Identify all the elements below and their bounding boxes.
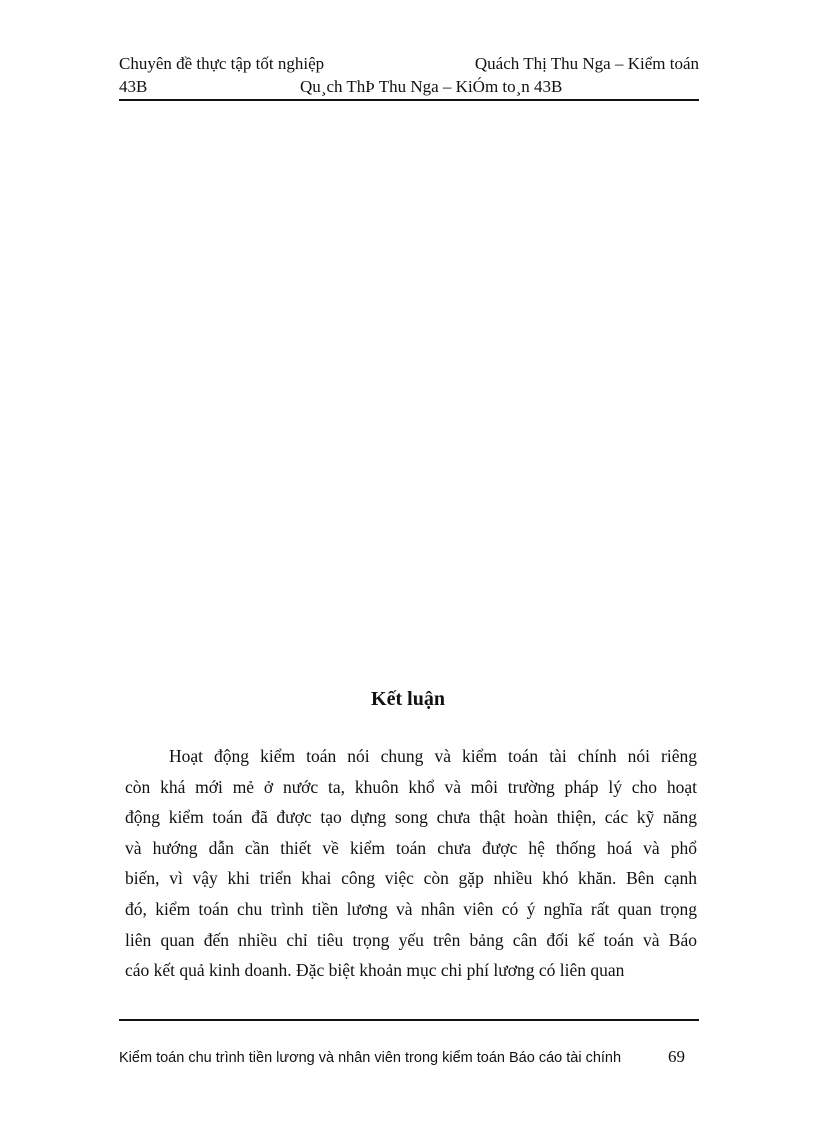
page-number: 69: [668, 1047, 685, 1066]
body-line: đó, kiểm toán chu trình tiền lương và nhân viên có ý nghĩa rất quan trọng: [125, 898, 697, 919]
header-class-code: 43B: [119, 77, 148, 96]
body-line: còn khá mới mẻ ở nước ta, khuôn khổ và môi trường pháp lý cho hoạt: [125, 776, 697, 797]
body-line: liên quan đến nhiều chỉ tiêu trọng yếu trên bảng cân đối kế toán và Báo: [125, 929, 697, 950]
header-line-2: [119, 75, 699, 98]
header-author-garbled: Qu¸ch ThÞ Thu Nga – KiÓm to¸n 43B: [300, 77, 563, 96]
section-body: [125, 741, 697, 986]
footer-divider: [119, 1019, 699, 1021]
body-line: động kiểm toán đã được tạo dựng song chưa thật hoàn thiện, các kỹ năng: [125, 807, 697, 828]
body-line: Hoạt động kiểm toán nói chung và kiểm toán tài chính nói riêng: [169, 746, 697, 766]
body-line: biến, vì vậy khi triển khai công việc còn gặp nhiều khó khăn. Bên cạnh: [125, 868, 697, 889]
header-author: Quách Thị Thu Nga – Kiểm toán: [474, 54, 699, 73]
body-line: và hướng dẫn cần thiết về kiểm toán chưa được hệ thống hoá và phổ: [125, 837, 697, 858]
body-line: cáo kết quả kinh doanh. Đặc biệt khoản mục chi phí lương có liên quan: [125, 960, 625, 981]
header-line-1: [119, 52, 699, 75]
section-title: Kết luận: [371, 688, 445, 710]
footer-document-title: Kiểm toán chu trình tiền lương và nhân viên trong kiểm toán Báo cáo tài chính: [119, 1050, 622, 1066]
page-footer: [119, 1047, 699, 1067]
header-report-type: Chuyên đề thực tập tốt nghiệp: [119, 54, 325, 73]
page-header: [119, 52, 699, 98]
header-divider: [119, 99, 699, 101]
